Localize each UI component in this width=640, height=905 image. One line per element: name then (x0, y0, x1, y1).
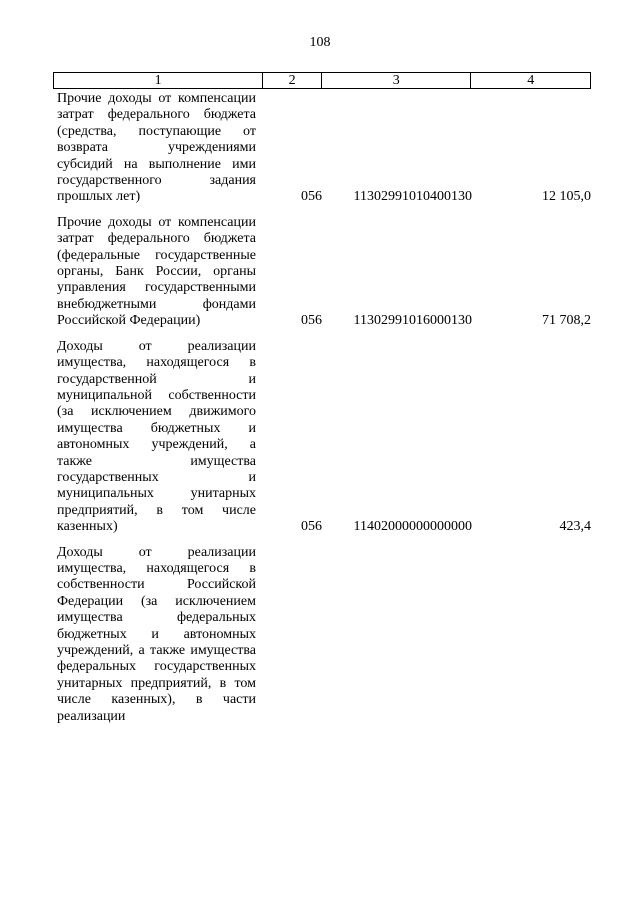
row-admin-code: 056 (301, 189, 322, 205)
table-row (53, 91, 591, 206)
table-body (53, 91, 591, 734)
row-budget-code: 11302991010400130 (353, 189, 472, 205)
row-amount: 71 708,2 (542, 313, 591, 329)
row-description: Прочие доходы от компенсации затрат федерального бюджета (средства, поступающие от возврата учреждениями субсидий на выполнение ими государственного задания прошлых лет) (57, 91, 256, 205)
row-admin-code: 056 (301, 313, 322, 329)
row-amount: 423,4 (559, 519, 591, 535)
header-col-1: 1 (54, 73, 263, 88)
row-description: Прочие доходы от компенсации затрат федерального бюджета (федеральные государственные органы, Банк России, органы управления государственными внебюджетными фондами Российской Федерации) (57, 214, 256, 329)
header-col-3: 3 (322, 73, 471, 88)
row-budget-code: 11402000000000000 (353, 519, 472, 535)
table-row (53, 215, 591, 330)
table-row (53, 339, 591, 536)
page-number: 108 (309, 35, 331, 50)
row-budget-code: 11302991016000130 (353, 313, 472, 329)
table-header (53, 72, 591, 89)
row-description: Доходы от реализации имущества, находящегося в государственной и муниципальной собственности (за исключением движимого имущества бюджетных и автономных учреждений, а также имущества государственных и муниципальных унитарных предприятий, в том числе казенных) (57, 338, 256, 535)
header-col-4: 4 (527, 73, 535, 88)
row-admin-code: 056 (301, 519, 322, 535)
row-description: Доходы от реализации имущества, находящегося в собственности Российской Федерации (за исключением имущества федеральных бюджетных и автономных учреждений, а также имущества федеральных государственных унитарных предприятий, в том числе казенных), в части реализации (57, 544, 256, 724)
table-row (53, 545, 591, 725)
header-col-2: 2 (263, 73, 322, 88)
row-amount: 12 105,0 (542, 189, 591, 205)
